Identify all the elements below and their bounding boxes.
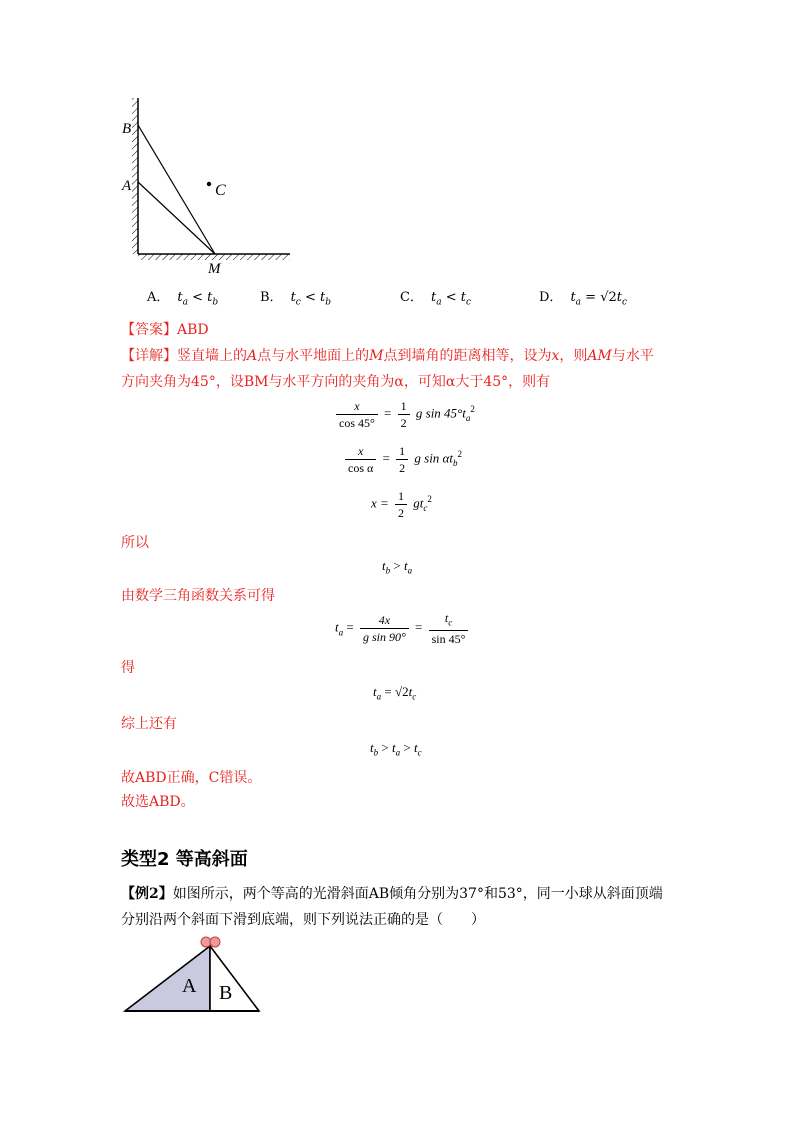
equation-7: $t_b > t_a > t_c$: [370, 740, 422, 758]
wall-hatch: [132, 98, 138, 254]
option-b: B． $t_c < t_b$: [260, 290, 332, 308]
ball-right: [210, 937, 220, 947]
conclusion-1: 故ABD正确，C错误。: [121, 770, 262, 786]
equation-2: $\frac{x}{\text{cos α}}$ = $\frac{1}{2}$ g $\sin \alpha t_b^2$: [342, 443, 462, 476]
text-from-trig: 由数学三角函数关系可得: [121, 588, 275, 604]
section-title: 类型2 等高斜面: [121, 849, 248, 870]
answer-tag: 【答案】: [121, 322, 177, 338]
floor-hatch: [138, 254, 290, 260]
answer-value: ABD: [177, 322, 209, 338]
equation-1: $\frac{x}{\cos 45^\circ}$ = $\frac{1}{2}$ g $\sin 45^\circ t_a^2$: [333, 398, 475, 431]
option-d: D． $t_a = √2t_c$: [539, 290, 628, 308]
detail-line-1: 【详解】竖直墙上的A点与水平地面上的M点到墙角的距离相等，设为x，则AM与水平: [121, 348, 654, 364]
label-C: C: [215, 182, 226, 199]
incline-A: [125, 946, 210, 1011]
label-A: A: [122, 178, 132, 194]
example-line-1: 【例2】如图所示，两个等高的光滑斜面AB倾角分别为37°和53°，同一小球从斜面顶端: [121, 886, 663, 902]
point-C: [207, 182, 211, 186]
detail-line-2: 方向夹角为45°，设BM与水平方向的夹角为α，可知α大于45°，则有: [121, 374, 551, 390]
equation-3: x = $\frac{1}{2}$ $gt_c^2$: [371, 489, 432, 520]
incline-B: [210, 946, 259, 1011]
incline-wall-figure: [118, 92, 298, 282]
example-tag: 【例2】: [121, 886, 173, 902]
option-c: C． $t_a < t_c$: [400, 290, 472, 308]
equation-4: $t_b > t_a$: [382, 558, 413, 576]
line-AM: [138, 182, 215, 254]
text-so: 所以: [121, 535, 149, 551]
option-a: A． $t_a < t_b$: [147, 290, 219, 308]
incline-label-B: B: [219, 982, 233, 1004]
example-line-2: 分别沿两个斜面下滑到底端，则下列说法正确的是（ ）: [121, 912, 485, 928]
label-B: B: [122, 121, 132, 137]
incline-label-A: A: [182, 975, 197, 997]
line-BM: [138, 125, 215, 254]
equation-5: $t_a$ = $\frac{4x}{\text{g sin 90°}}$ = $\frac{t_c}{\sin 45^\circ}$: [335, 610, 471, 647]
conclusion-2: 故选ABD。: [121, 794, 195, 810]
two-inclines-figure: [120, 930, 270, 1020]
text-get: 得: [121, 660, 135, 676]
label-M: M: [208, 261, 221, 277]
answer-line: [121, 320, 209, 340]
text-summary: 综上还有: [121, 716, 177, 732]
equation-6: $t_a = √2t_c$: [373, 684, 417, 702]
